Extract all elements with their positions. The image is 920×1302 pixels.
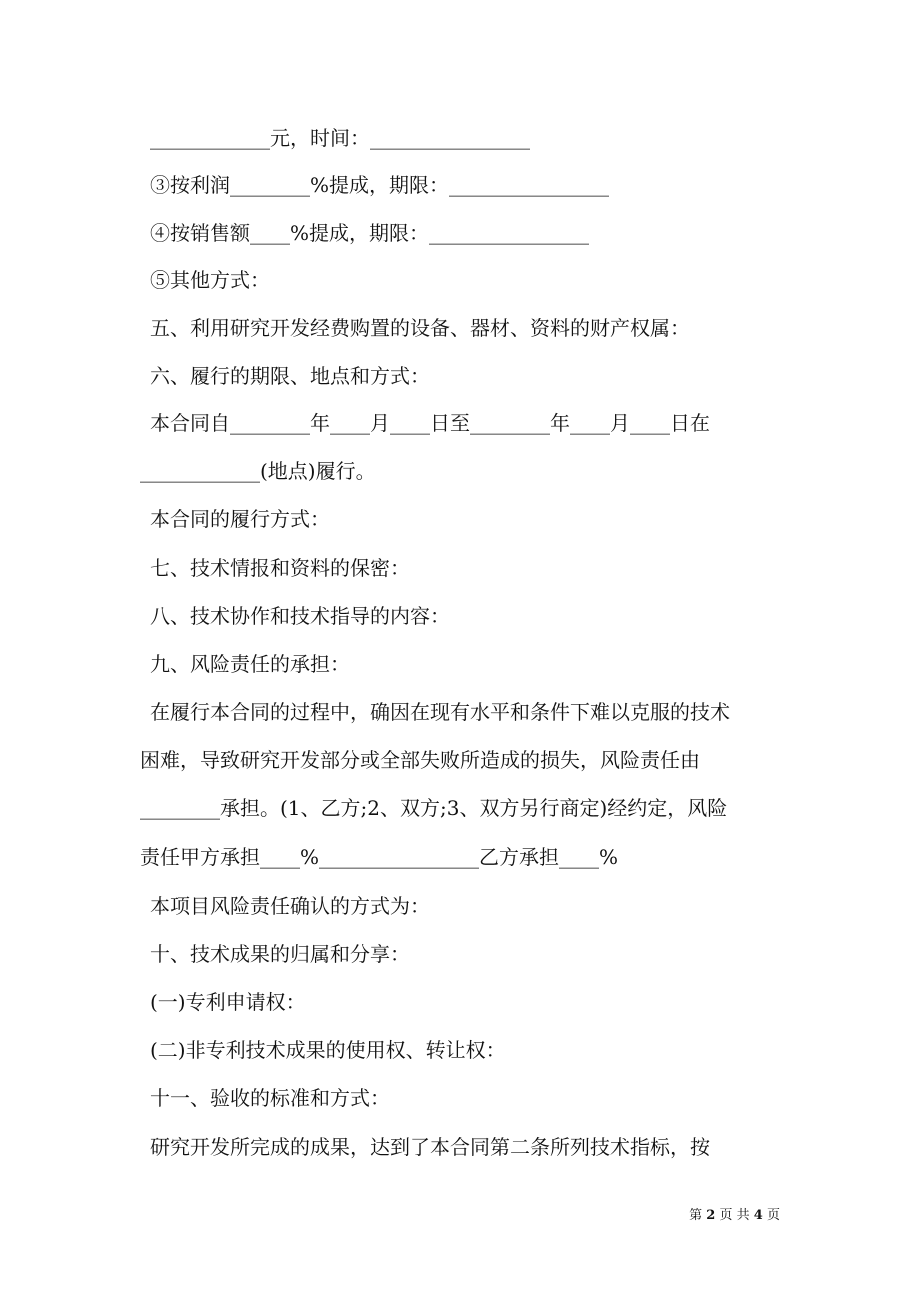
text-line: ④按销售额____%提成，期限：________________ bbox=[150, 221, 590, 245]
footer-label: 页 bbox=[719, 1208, 733, 1223]
text-line: ________承担。(1、乙方;2、双方;3、双方另行商定)经约定，风险 bbox=[140, 796, 728, 820]
text-line: 责任甲方承担____%________________乙方承担____% bbox=[140, 845, 619, 869]
section-heading: 六、履行的期限、地点和方式： bbox=[150, 364, 430, 388]
footer-label: 共 bbox=[736, 1208, 750, 1223]
text-line: 本合同自________年____月____日至________年____月____日在 bbox=[150, 411, 710, 435]
text-line: (一)专利申请权： bbox=[150, 990, 306, 1014]
footer-label: 页 bbox=[766, 1208, 780, 1223]
current-page-number: 2 bbox=[706, 1208, 716, 1223]
page-number-footer bbox=[689, 1207, 780, 1225]
text-line: (二)非专利技术成果的使用权、转让权： bbox=[150, 1038, 506, 1062]
text-line: 本合同的履行方式： bbox=[150, 507, 330, 531]
text-line: ____________(地点)履行。 bbox=[140, 459, 376, 483]
total-pages-number: 4 bbox=[753, 1208, 763, 1223]
footer-label: 第 bbox=[689, 1208, 703, 1223]
section-heading: 五、利用研究开发经费购置的设备、器材、资料的财产权属： bbox=[150, 316, 690, 340]
text-line: ③按利润________%提成，期限：________________ bbox=[150, 173, 610, 197]
section-heading: 十、技术成果的归属和分享： bbox=[150, 942, 410, 966]
text-line: ____________元，时间：________________ bbox=[150, 126, 530, 150]
text-line: ⑤其他方式： bbox=[150, 268, 270, 292]
section-heading: 七、技术情报和资料的保密： bbox=[150, 556, 410, 580]
section-heading: 十一、验收的标准和方式： bbox=[150, 1086, 390, 1110]
text-line: 本项目风险责任确认的方式为： bbox=[150, 894, 430, 918]
text-line: 困难，导致研究开发部分或全部失败所造成的损失，风险责任由 bbox=[140, 748, 700, 772]
text-line: 在履行本合同的过程中，确因在现有水平和条件下难以克服的技术 bbox=[150, 700, 730, 724]
section-heading: 八、技术协作和技术指导的内容： bbox=[150, 604, 450, 628]
section-heading: 九、风险责任的承担： bbox=[150, 652, 350, 676]
text-line: 研究开发所完成的成果，达到了本合同第二条所列技术指标，按 bbox=[150, 1135, 710, 1159]
